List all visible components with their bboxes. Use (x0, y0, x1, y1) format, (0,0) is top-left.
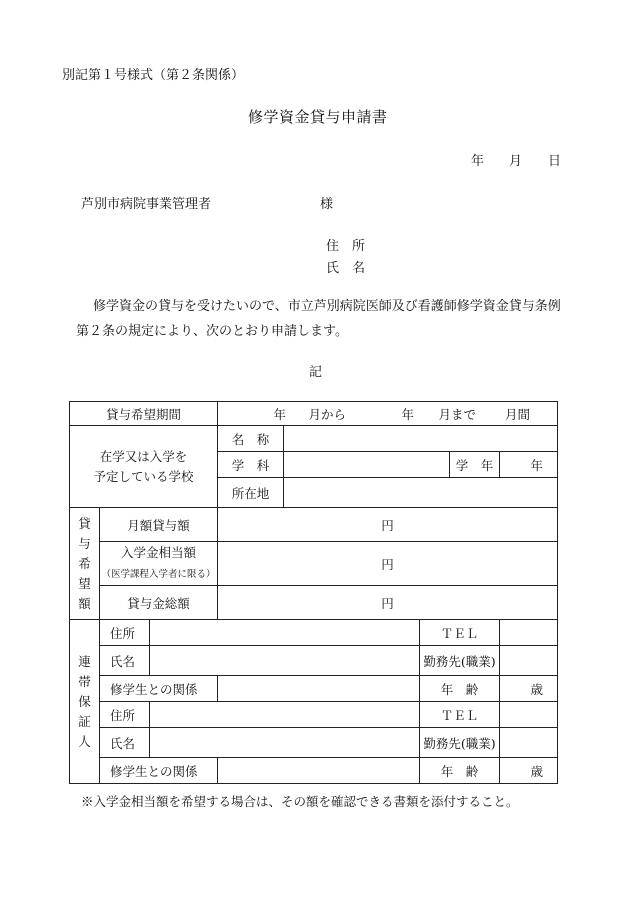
entrance-fee-field[interactable] (218, 542, 558, 586)
loan-vertical-char: 望 (78, 575, 91, 591)
ki-mark: 記 (309, 365, 323, 380)
guarantor1-address-label: 住所 (100, 620, 150, 646)
entrance-fee-label-text: 入学金相当額 (121, 544, 197, 560)
guarantor-vertical-char: 連 (78, 653, 91, 669)
school-name-field[interactable] (284, 426, 558, 452)
entrance-fee-label (100, 542, 218, 586)
guarantor2-relation-field[interactable] (218, 758, 420, 784)
guarantor1-workplace-field[interactable] (500, 646, 558, 676)
period-value (218, 402, 558, 426)
guarantor2-age-label: 年 齢 (420, 758, 500, 784)
total-loan-field[interactable] (218, 586, 558, 620)
period-from: 月から (308, 406, 347, 422)
guarantor2-tel-field[interactable] (500, 702, 558, 728)
date-day-label: 日 (548, 154, 562, 169)
guarantor2-tel-label: ＴＥＬ (420, 702, 500, 728)
guarantor1-workplace-label: 勤務先(職業) (420, 646, 500, 676)
guarantor1-tel-label: ＴＥＬ (420, 620, 500, 646)
guarantor2-relation-label: 修学生との関係 (100, 758, 218, 784)
period-months: 月間 (505, 406, 531, 422)
loan-amount-vertical-label (70, 508, 100, 620)
guarantor2-address-field[interactable] (150, 702, 420, 728)
grade-field[interactable]: 年 (500, 452, 558, 478)
loan-vertical-char: 額 (78, 595, 91, 611)
applicant-name-label: 氏 名 (326, 261, 366, 276)
honorific: 様 (320, 197, 334, 212)
guarantor2-relation-row (70, 758, 558, 784)
grade-label: 学 年 (450, 452, 500, 478)
school-name-label: 名 称 (218, 426, 284, 452)
yen-unit: 円 (381, 517, 394, 533)
application-form-table (69, 401, 558, 784)
date-year-label: 年 (471, 154, 485, 169)
date-month-label: 月 (509, 154, 523, 169)
applicant-address-label: 住 所 (326, 239, 366, 254)
period-row (70, 402, 558, 426)
guarantor1-name-row (70, 646, 558, 676)
school-name-row (70, 426, 558, 452)
guarantor-vertical-label (70, 620, 100, 784)
school-label (70, 426, 218, 508)
guarantor2-workplace-field[interactable] (500, 728, 558, 758)
department-field[interactable] (284, 452, 450, 478)
guarantor2-name-field[interactable] (150, 728, 420, 758)
school-label-line1: 在学又は入学を (99, 448, 188, 464)
guarantor1-name-field[interactable] (150, 646, 420, 676)
period-year1: 年 (273, 406, 287, 422)
page-title: 修学資金貸与申請書 (248, 108, 388, 126)
total-loan-row (70, 586, 558, 620)
guarantor2-name-label: 氏名 (100, 728, 150, 758)
total-loan-label: 貸与金総額 (100, 586, 218, 620)
yen-unit: 円 (381, 595, 394, 611)
guarantor-vertical-char: 保 (78, 693, 91, 709)
guarantor1-relation-field[interactable] (218, 676, 420, 702)
guarantor1-address-row (70, 620, 558, 646)
guarantor1-relation-row (70, 676, 558, 702)
guarantor1-age-field[interactable]: 歳 (500, 676, 558, 702)
guarantor-vertical-char: 帯 (78, 673, 91, 689)
guarantor1-relation-label: 修学生との関係 (100, 676, 218, 702)
entrance-fee-row (70, 542, 558, 586)
monthly-loan-label: 月額貸与額 (100, 508, 218, 542)
guarantor1-age-label: 年 齢 (420, 676, 500, 702)
entrance-fee-note: （医学課程入学者に限る） (101, 568, 216, 580)
school-label-line2: 予定している学校 (93, 468, 194, 484)
guarantor1-address-field[interactable] (150, 620, 420, 646)
form-number: 別記第１号様式（第２条関係） (62, 68, 245, 83)
monthly-loan-field[interactable] (218, 508, 558, 542)
guarantor-vertical-char: 証 (78, 713, 91, 729)
monthly-loan-row (70, 508, 558, 542)
guarantor2-workplace-label: 勤務先(職業) (420, 728, 500, 758)
guarantor2-name-row (70, 728, 558, 758)
guarantor1-tel-field[interactable] (500, 620, 558, 646)
application-statement: 修学資金の貸与を受けたいので、市立芦別病院医師及び看護師修学資金貸与条例第２条の規定により、次のとおり申請します。 (76, 299, 561, 339)
guarantor-vertical-char: 人 (78, 733, 91, 749)
department-label: 学 科 (218, 452, 284, 478)
yen-unit: 円 (381, 556, 394, 572)
loan-vertical-char: 与 (78, 535, 91, 551)
guarantor2-address-row (70, 702, 558, 728)
guarantor1-name-label: 氏名 (100, 646, 150, 676)
guarantor2-age-field[interactable]: 歳 (500, 758, 558, 784)
period-label: 貸与希望期間 (70, 402, 218, 426)
addressee: 芦別市病院事業管理者 (81, 197, 212, 212)
loan-vertical-char: 貸 (78, 515, 91, 531)
loan-vertical-char: 希 (78, 555, 91, 571)
location-label: 所在地 (218, 478, 284, 508)
location-field[interactable] (284, 478, 558, 508)
period-until: 月まで (438, 406, 477, 422)
period-year2: 年 (401, 406, 415, 422)
guarantor2-address-label: 住所 (100, 702, 150, 728)
footer-note: ※入学金相当額を希望する場合は、その額を確認できる書類を添付すること。 (81, 794, 519, 809)
